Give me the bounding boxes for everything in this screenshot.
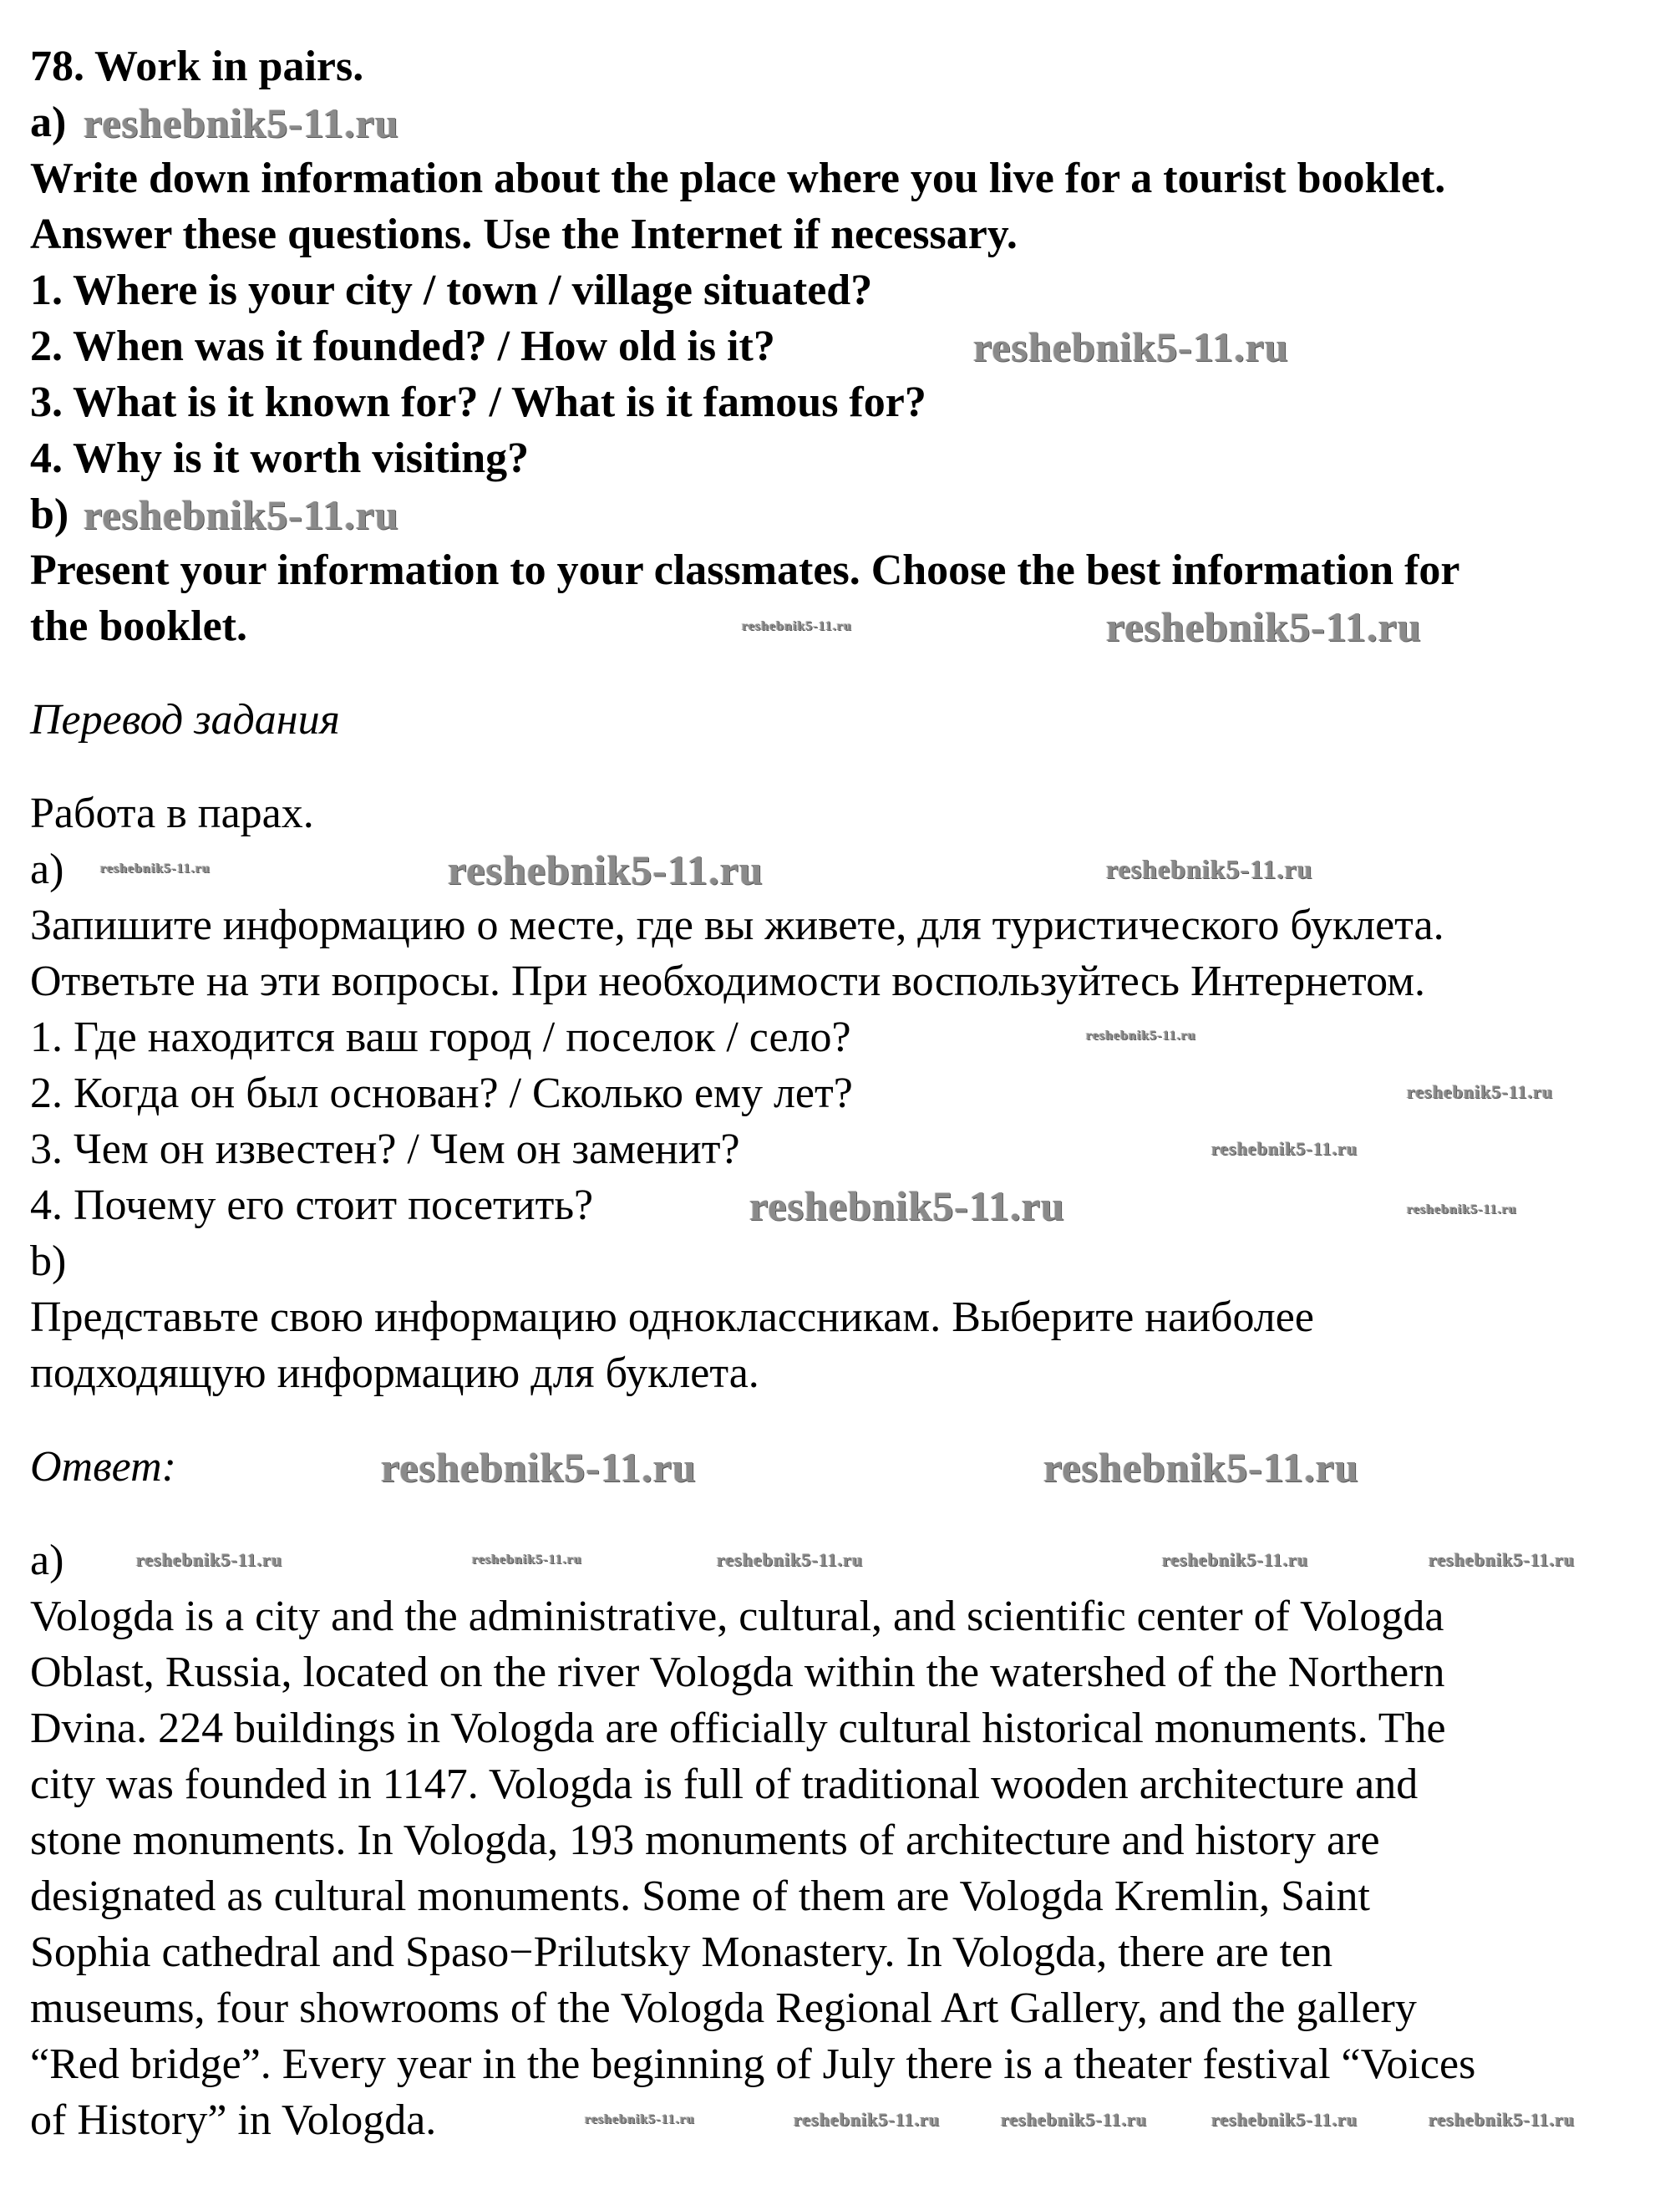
answer-line: museums, four showrooms of the Vologda Regional Art Gallery, and the gallery	[30, 1984, 1417, 2032]
translation-line: подходящую информацию для буклета.	[30, 1349, 759, 1397]
answer-line: designated as cultural monuments. Some of them are Vologda Kremlin, Saint	[30, 1872, 1371, 1920]
watermark: reshebnik5-11.ru	[381, 1444, 697, 1491]
answer-line: Dvina. 224 buildings in Vologda are officially cultural historical monuments. The	[30, 1705, 1446, 1752]
task-instruction-line: Present your information to your classmates. Choose the best information for	[30, 546, 1460, 594]
watermark: reshebnik5-11.ru	[84, 99, 399, 146]
translation-question: 1. Где находится ваш город / поселок / село?	[30, 1014, 851, 1061]
watermark: reshebnik5-11.ru	[749, 1182, 1065, 1229]
watermark: reshebnik5-11.ru	[1106, 854, 1313, 884]
translation-title: Работа в парах.	[30, 790, 314, 837]
watermark: reshebnik5-11.ru	[585, 2112, 695, 2126]
watermark: reshebnik5-11.ru	[1001, 2109, 1148, 2130]
translation-question: 2. Когда он был основан? / Сколько ему лет?	[30, 1070, 853, 1117]
watermark: reshebnik5-11.ru	[717, 1549, 864, 1570]
watermark: reshebnik5-11.ru	[1162, 1549, 1309, 1570]
translation-line: Запишите информацию о месте, где вы живете, для туристического буклета.	[30, 902, 1444, 949]
answer-line: Oblast, Russia, located on the river Vologda within the watershed of the Northern	[30, 1649, 1445, 1696]
task-question: 1. Where is your city / town / village situated?	[30, 267, 873, 314]
watermark: reshebnik5-11.ru	[136, 1549, 283, 1570]
answer-line: Sophia cathedral and Spaso−Prilutsky Monastery. In Vologda, there are ten	[30, 1928, 1333, 1976]
watermark: reshebnik5-11.ru	[472, 1552, 582, 1567]
watermark: reshebnik5-11.ru	[1429, 1549, 1576, 1570]
watermark: reshebnik5-11.ru	[100, 861, 211, 876]
answer-heading: Ответ:	[30, 1443, 176, 1491]
watermark: reshebnik5-11.ru	[1429, 2109, 1576, 2130]
translation-part-b-label: b)	[30, 1237, 67, 1285]
answer-line: “Red bridge”. Every year in the beginning of July there is a theater festival “Voices	[30, 2040, 1476, 2088]
translation-question: 3. Чем он известен? / Чем он заменит?	[30, 1125, 740, 1173]
answer-part-a-label: a)	[30, 1537, 64, 1584]
watermark: reshebnik5-11.ru	[973, 323, 1289, 370]
watermark: reshebnik5-11.ru	[1106, 603, 1422, 650]
watermark: reshebnik5-11.ru	[1086, 1029, 1196, 1043]
watermark: reshebnik5-11.ru	[742, 619, 852, 633]
translation-heading: Перевод задания	[30, 696, 340, 744]
watermark: reshebnik5-11.ru	[1407, 1081, 1554, 1102]
task-question: 3. What is it known for? / What is it famous for?	[30, 379, 926, 426]
watermark: reshebnik5-11.ru	[1211, 1138, 1358, 1159]
translation-question: 4. Почему его стоит посетить?	[30, 1181, 594, 1229]
task-part-a-label: a)	[30, 99, 67, 146]
answer-line: of History” in Vologda.	[30, 2096, 437, 2144]
task-title: 78. Work in pairs.	[30, 43, 364, 90]
task-instruction-line: the booklet.	[30, 602, 247, 650]
watermark: reshebnik5-11.ru	[1211, 2109, 1358, 2130]
task-question: 4. Why is it worth visiting?	[30, 434, 530, 482]
translation-part-a-label: а)	[30, 846, 64, 893]
translation-line: Представьте свою информацию одноклассникам. Выберите наиболее	[30, 1293, 1314, 1341]
task-part-b-label: b)	[30, 490, 69, 538]
task-instruction-line: Answer these questions. Use the Internet if necessary.	[30, 211, 1018, 258]
answer-line: city was founded in 1147. Vologda is full of traditional wooden architecture and	[30, 1761, 1419, 1808]
watermark: reshebnik5-11.ru	[1043, 1444, 1359, 1491]
task-question: 2. When was it founded? / How old is it?	[30, 323, 775, 370]
translation-line: Ответьте на эти вопросы. При необходимости воспользуйтесь Интернетом.	[30, 958, 1425, 1005]
task-instruction-line: Write down information about the place where you live for a tourist booklet.	[30, 155, 1446, 202]
watermark: reshebnik5-11.ru	[84, 491, 399, 538]
answer-line: Vologda is a city and the administrative, cultural, and scientific center of Vologda	[30, 1593, 1444, 1640]
watermark: reshebnik5-11.ru	[448, 846, 764, 893]
watermark: reshebnik5-11.ru	[1407, 1202, 1517, 1217]
watermark: reshebnik5-11.ru	[794, 2109, 941, 2130]
answer-line: stone monuments. In Vologda, 193 monuments of architecture and history are	[30, 1817, 1380, 1864]
